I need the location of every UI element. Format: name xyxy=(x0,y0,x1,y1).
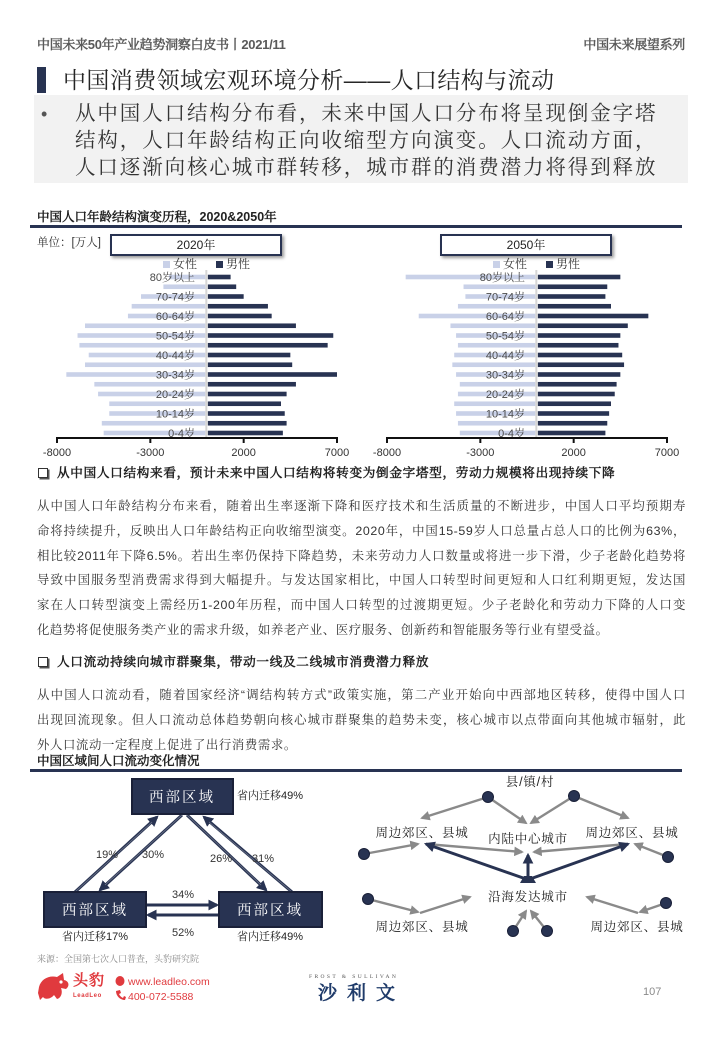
section-divider xyxy=(30,225,682,228)
legend-label-female: 女性 xyxy=(173,257,198,271)
x-tick-label: -8000 xyxy=(372,447,402,459)
male-bar xyxy=(208,275,231,280)
age-group-label: 70-74岁 xyxy=(485,291,525,304)
male-bar xyxy=(208,304,268,309)
chart-section-title: 中国人口年龄结构演变历程，2020&2050年 xyxy=(37,210,277,224)
gray-arrows xyxy=(364,796,668,931)
male-bar xyxy=(208,343,328,348)
x-tick-label: -3000 xyxy=(466,447,495,459)
male-bar xyxy=(538,401,611,406)
page-number: 107 xyxy=(643,986,662,998)
male-bar xyxy=(538,284,607,289)
age-group-label: 70-74岁 xyxy=(155,291,195,304)
title-marker xyxy=(37,67,46,93)
age-group-label: 40-44岁 xyxy=(485,350,525,363)
female-bar xyxy=(458,304,535,309)
region-label: 西部区域 xyxy=(237,903,303,919)
female-bar xyxy=(79,343,205,348)
female-bar xyxy=(464,284,536,289)
document-title: 中国未来50年产业趋势洞察白皮书丨2021/11 xyxy=(37,37,286,52)
age-group-label: 30-34岁 xyxy=(155,369,195,382)
suburb-label: 周边郊区、县城 xyxy=(375,826,469,840)
x-tick-label: 7000 xyxy=(324,447,350,459)
suburb-label: 周边郊区、县城 xyxy=(375,920,469,934)
paragraph-line: 从中国人口流动看，随着国家经济“调结构转方式”政策实施，第二产业开始向中西部地区转移，使得中国人口 xyxy=(37,688,686,702)
x-tick-label: 7000 xyxy=(654,447,680,459)
series-name: 中国未来展望系列 xyxy=(583,37,685,52)
regional-flow-diagram xyxy=(30,772,350,947)
male-bar xyxy=(208,431,283,436)
suburb-label: 周边郊区、县城 xyxy=(585,826,679,840)
paragraph-line: 导致中国服务型消费需求得到大幅提升。与发达国家相比，中国人口转型时间更短和人口红利期更短，发达国 xyxy=(37,573,686,588)
leadleo-logo-en: LeadLeo xyxy=(73,993,102,999)
male-bar xyxy=(538,382,617,387)
flow-percent: 30% xyxy=(141,849,165,861)
age-group-label: 60-64岁 xyxy=(485,311,525,324)
x-tick-label: 2000 xyxy=(561,447,586,459)
paragraph-line: 命将持续提升，反映出人口年龄结构正向收缩型演变。2020年，中国15-59岁人口总量占总人口的比例为63%， xyxy=(37,523,686,538)
summary-text xyxy=(75,100,657,181)
male-bar xyxy=(538,392,615,397)
age-group-label: 0-4岁 xyxy=(168,428,195,441)
female-bar xyxy=(458,421,535,426)
legend-label-male: 男性 xyxy=(556,257,581,271)
leadleo-logo-icon xyxy=(37,972,71,1002)
male-bar xyxy=(208,401,281,406)
legend-label-male: 男性 xyxy=(226,257,251,271)
town-dot xyxy=(542,926,553,937)
age-group-label: 40-44岁 xyxy=(155,350,195,363)
age-group-label: 50-54岁 xyxy=(485,330,525,343)
checkbox-bullet-icon xyxy=(38,657,48,667)
coastal-city-label: 沿海发达城市 xyxy=(488,890,568,904)
male-bar xyxy=(208,362,292,367)
female-bar xyxy=(458,343,535,348)
male-bar xyxy=(208,294,244,299)
male-bar xyxy=(538,333,621,338)
paragraph-line: 出现回流现象。但人口流动总体趋势朝向核心城市群聚集的趋势未变，核心城市以点带面向其他城市辐射，此 xyxy=(37,712,686,727)
region-label: 西部区域 xyxy=(149,790,215,806)
male-bar xyxy=(208,382,296,387)
inland-city-label: 内陆中心城市 xyxy=(488,832,568,846)
age-group-label: 20-24岁 xyxy=(155,389,195,402)
male-bar xyxy=(208,353,290,358)
male-bar xyxy=(208,372,337,377)
age-group-label: 80岁以上 xyxy=(149,272,195,285)
flow-percent: 31% xyxy=(251,853,275,865)
x-tick-label: 2000 xyxy=(231,447,256,459)
intra-province-note: 省内迁移17% xyxy=(61,931,129,943)
intra-province-note: 省内迁移49% xyxy=(236,931,304,943)
section-heading-migration: 人口流动持续向城市群聚集，带动一线及二线城市消费潜力释放 xyxy=(57,655,430,669)
female-bar xyxy=(94,382,205,387)
male-bar xyxy=(208,314,272,319)
age-group-label: 30-34岁 xyxy=(485,369,525,382)
female-bar xyxy=(460,382,536,387)
section-heading-structure: 从中国人口结构来看，预计未来中国人口结构将转变为倒金字塔型，劳动力规模将出现持续下降 xyxy=(57,466,616,480)
summary-line: 结构，人口年龄结构正向收缩型方向演变。人口流动方面， xyxy=(75,129,658,152)
web-icon xyxy=(116,976,125,986)
town-dot xyxy=(661,898,672,909)
website-link[interactable]: www.leadleo.com xyxy=(128,976,210,988)
male-bar xyxy=(538,304,611,309)
male-bar xyxy=(538,421,607,426)
town-dots xyxy=(359,791,674,937)
age-group-label: 20-24岁 xyxy=(485,389,525,402)
town-dot xyxy=(363,894,374,905)
chart-title-2020: 2020年 xyxy=(110,234,282,256)
female-bar xyxy=(132,304,206,309)
x-tick-label: -3000 xyxy=(136,447,165,459)
region-label: 西部区域 xyxy=(62,903,128,919)
male-bar xyxy=(208,333,333,338)
age-group-label: 80岁以上 xyxy=(479,272,525,285)
male-bar xyxy=(538,431,606,436)
chart-title-2050: 2050年 xyxy=(440,234,612,256)
male-bar xyxy=(538,314,649,319)
population-pyramid-2050 xyxy=(360,262,680,462)
female-bar xyxy=(102,421,206,426)
female-bar xyxy=(109,401,205,406)
legend-label-female: 女性 xyxy=(503,257,528,271)
paragraph-migration xyxy=(37,683,686,757)
male-bar xyxy=(208,421,287,426)
flow-percent: 52% xyxy=(171,927,195,939)
male-bar xyxy=(538,411,609,416)
age-group-label: 60-64岁 xyxy=(155,311,195,324)
town-dot xyxy=(359,849,370,860)
town-dot xyxy=(508,926,519,937)
age-group-label: 10-14岁 xyxy=(485,408,525,421)
flow-percent: 26% xyxy=(209,853,233,865)
male-bar xyxy=(538,294,606,299)
female-bar xyxy=(85,362,205,367)
paragraph-line: 相比较2011年下降6.5%。若出生率仍保持下降趋势，未来劳动力人口数量或将进一步下滑，少子老龄化趋势将 xyxy=(37,548,686,563)
male-bar xyxy=(208,284,236,289)
checkbox-bullet-icon xyxy=(38,468,48,478)
x-tick-label: -8000 xyxy=(42,447,72,459)
city-cluster-diagram xyxy=(350,772,700,947)
phone-icon xyxy=(116,990,126,1000)
female-bar xyxy=(452,362,535,367)
paragraph-line: 从中国人口年龄结构分布来看，随着出生率逐渐下降和医疗技术和生活质量的不断进步，中国人口平均预期寿 xyxy=(37,499,686,513)
navy-arrows xyxy=(426,844,628,879)
town-dot xyxy=(483,792,494,803)
summary-line: 人口逐渐向核心城市群转移，城市群的消费潜力将得到释放 xyxy=(75,156,658,179)
male-bar xyxy=(538,353,622,358)
paragraph-line: 外人口流动一定程度上促进了出行消费需求。 xyxy=(37,737,297,752)
partner-logo-cn: 沙利文 xyxy=(318,983,406,1004)
male-bar xyxy=(208,392,287,397)
contact-icons xyxy=(114,975,126,1001)
suburb-label: 周边郊区、县城 xyxy=(590,920,684,934)
male-bar xyxy=(538,323,628,328)
male-bar xyxy=(538,362,624,367)
male-bar xyxy=(208,411,285,416)
phone-number: 400-072-5588 xyxy=(128,991,194,1003)
male-bar xyxy=(538,343,619,348)
page-title: 中国消费领域宏观环境分析——人口结构与流动 xyxy=(63,67,555,93)
age-group-label: 0-4岁 xyxy=(498,428,525,441)
female-bar xyxy=(85,323,205,328)
source-note: 来源：全国第七次人口普查，头豹研究院 xyxy=(37,954,200,964)
leadleo-logo-text: 头豹 xyxy=(73,972,106,989)
male-bar xyxy=(208,323,296,328)
population-pyramid-2020 xyxy=(30,262,350,462)
age-group-label: 10-14岁 xyxy=(155,408,195,421)
intra-province-note: 省内迁移49% xyxy=(237,790,304,802)
bullet-icon: • xyxy=(41,104,48,124)
town-dot xyxy=(663,852,674,863)
female-bar xyxy=(450,323,535,328)
paragraph-line: 家在人口转型演变上需经历1-200年历程，而中国人口转型的过渡期更短。少子老龄化和劳动力下降的人口变 xyxy=(37,598,686,613)
female-bar xyxy=(454,401,535,406)
male-bar xyxy=(538,372,621,377)
flow-percent: 19% xyxy=(95,849,119,861)
paragraph-structure xyxy=(37,494,686,643)
flow-section-title: 中国区域间人口流动变化情况 xyxy=(37,754,200,768)
town-label: 县/镇/村 xyxy=(505,775,555,789)
paragraph-line: 化趋势将促使服务类产业的需求升级，如养老产业、医疗服务、创新药和智能服务等行业有望受益。 xyxy=(37,622,609,637)
age-group-label: 50-54岁 xyxy=(155,330,195,343)
partner-logo-en: FROST & SULLIVAN xyxy=(309,974,399,980)
flow-percent: 34% xyxy=(171,889,195,901)
unit-label: 单位：[万人] xyxy=(37,237,101,249)
summary-line: 从中国人口结构分布看，未来中国人口分布将呈现倒金字塔 xyxy=(75,102,658,125)
town-dot xyxy=(569,791,580,802)
female-bar xyxy=(163,284,205,289)
male-bar xyxy=(538,275,621,280)
